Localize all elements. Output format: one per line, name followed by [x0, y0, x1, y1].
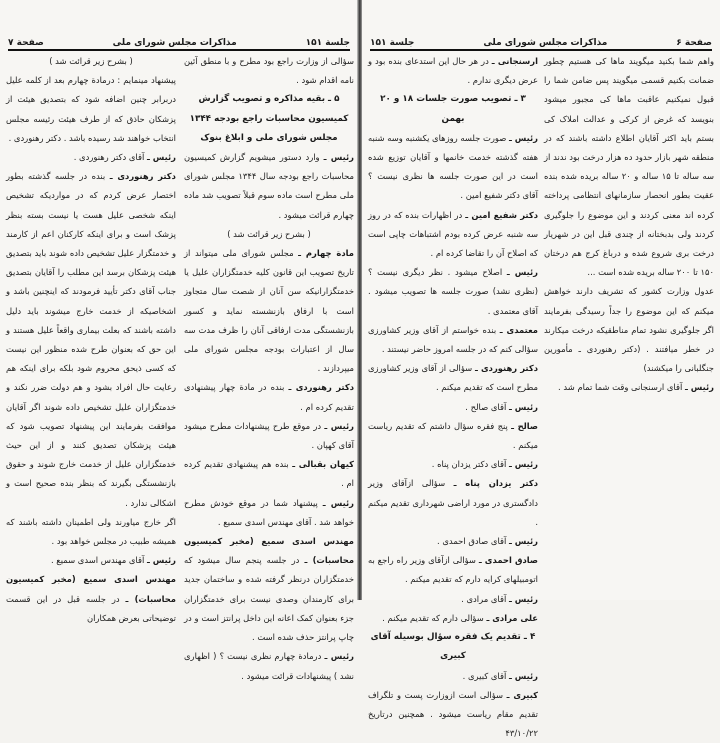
- speaker-name: ارسنجانی ـ: [491, 56, 538, 66]
- paragraph-text: بنده هم پیشنهادی تقدیم کرده ام .: [184, 459, 354, 489]
- paragraph: [368, 590, 538, 609]
- paragraph: [6, 513, 176, 551]
- paragraph: [368, 455, 538, 474]
- paragraph: [184, 494, 354, 532]
- speaker-name: علی مرادی ـ: [486, 612, 538, 623]
- paragraph-text: سؤالی ازآقای وزیر راه راجع به اتومبیلهای کرایه دارم که تقدیم میکنم .: [368, 555, 538, 585]
- paragraph-text: صورت جلسه روزهای یکشنبه وسه شنبه هفته گذشته خدمت خانمها و آقایان توزیع شده است در این صورت جلسه ها نظری نیست ؟ آقای دکتر شفیع امین .: [367, 132, 538, 201]
- paragraph-text: پیشنهاد مینمایم : درمادة چهارم بعد از کلمه علیل دربرابر چنین اضافه شود که بتصدیق هیئت از پزشکان حاذق که از طرف هیئت رئیسه مجلس انتخاب خواهند شد رسیده باشد . دکتر رهنوردی .: [6, 75, 176, 143]
- session-number: جلسة ۱۵۱: [305, 38, 350, 48]
- paragraph-text: اگر خارج میاورند ولی اطمینان داشته باشند که همیشه طبیب در مجلس خواهد بود .: [6, 516, 176, 547]
- paragraph-text: سؤالی ازآقای وزیر دادگستری در مورد اراضی شهرداری تقدیم میکنم .: [368, 478, 538, 527]
- paragraph: [368, 686, 538, 743]
- text-column: [544, 52, 714, 398]
- reading-note: [184, 225, 354, 244]
- section-heading: [368, 628, 538, 666]
- paragraph-text: سؤالی است ازوزارت پست و تلگراف تقدیم مقام ریاست میشود . همچنین درتاریخ ۴۳/۱۰/۲۲: [368, 689, 538, 739]
- paragraph-text: آقای دکتر رهنوردی .: [73, 152, 147, 163]
- paragraph-text: سؤالی از وزارت راجع بود مطرح و با منطق آئین نامه اقدام شود .: [184, 56, 354, 86]
- speaker-name: رئیس ـ: [323, 152, 354, 163]
- paragraph-text: وارد دستور میشویم گزارش کمیسیون محاسبات راجع بودجه سال ۱۳۴۴ مجلس شورای ملی مطرح است ماده سوم قبلاً تصویب شد ماده چهارم قرائت میشود .: [184, 152, 354, 220]
- speaker-name: رئیس ـ: [508, 459, 538, 470]
- paragraph-text: ( بشرح زیر قرائت شد ): [227, 228, 311, 239]
- paragraph: [368, 609, 538, 628]
- paragraph-text: سؤالی دارم که تقدیم میکنم .: [382, 612, 487, 623]
- speaker-name: رئیس ـ: [508, 132, 538, 143]
- paragraph: [184, 244, 354, 378]
- paragraph: [184, 417, 354, 455]
- paragraph: [6, 570, 176, 628]
- paragraph-text: آقای مهندس اسدی سمیع .: [50, 555, 147, 566]
- speaker-name: معتمدی ـ: [499, 324, 538, 335]
- paragraph-text: بنده در مادة چهار پیشنهادی تقدیم کرده ام .: [184, 382, 354, 412]
- speaker-name: کیهان بقبالی ـ: [292, 459, 354, 470]
- paragraph: [368, 359, 538, 397]
- speaker-name: مهندس اسدی سمیع (مخبر کمیسیون محاسبات) ـ: [184, 536, 355, 566]
- paragraph-text: درمادة چهارم نظری نیست ؟ ( اظهاری نشد ) پیشنهادات قرائت میشود .: [184, 651, 354, 681]
- paragraph-text: در جلسه قبل در این قسمت توضیحاتی بعرض همکاران: [6, 593, 176, 623]
- text-column: [6, 52, 176, 628]
- page-number: صفحة ۷: [8, 38, 44, 48]
- speaker-name: رئیس ـ: [684, 382, 714, 393]
- paragraph-text: آقای کبیری .: [462, 670, 509, 681]
- page-number: صفحة ۶: [676, 38, 712, 48]
- paragraph: [544, 52, 714, 282]
- speaker-name: رئیس ـ: [324, 420, 354, 431]
- paragraph-text: بنده در جلسه گذشته بطور اختصار عرض کردم که در مواردیکه تشخیص اینکه شخصی علیل هست یا نیست بسته بنظر پزشک است و برای اینکه کارکنان اعم از کارمند و خدمتگزار علیل تشخیص داده شوند باید بتصدیق هیئت پزشکان برسد این مطلب را آقایان بتصدیق جناب آقای دکتر تأیید فرمودند که اینچنین باشد و اشخاصیکه از خدمت خارج میشوند باید دلیل داشته باشند که بعلت بیماری واقعاً علیل هستند و این حق که بعنوان طرح شده منظور این نیست که کسی ذیحق محروم شود بلکه برای اینکه هم رعایت حال افراد بشود و هم دولت ضرر نکند و خدمتگزاران علیل تشخیص داده شوند اگر آقایان موافقت بفرمایند این پیشنهاد تصویب شود که هیئت پزشکان تصدیق کنند و از این حیث خدمتگزاران علیل از خدمت خارج شوند و حقوق بازنشستگی بگیرند که بنظر بنده صحیح است و اشکالی ندارد .: [6, 171, 176, 508]
- paragraph-text: بنده خواستم از آقای وزیر کشاورزی سؤالی کنم که در جلسه امروز حاضر نیستند .: [368, 324, 538, 355]
- text-column: [184, 52, 354, 686]
- speaker-name: رئیس ـ: [508, 670, 538, 681]
- speaker-name: رئیس ـ: [322, 497, 354, 508]
- paragraph-text: آقای مرادی .: [461, 593, 509, 604]
- paragraph-text: ۳ ـ تصویب صورت جلسات ۱۸ و ۲۰ بهمن: [380, 94, 526, 124]
- speaker-name: رئیس ـ: [506, 267, 538, 278]
- paragraph: [184, 52, 354, 90]
- speaker-name: دکتر رهنوردی ـ: [288, 382, 354, 393]
- section-heading: [368, 90, 538, 128]
- paragraph-text: در هر حال این استدعای بنده بود و عرض دیگری ندارم .: [368, 56, 538, 86]
- paragraph-text: آقای ارسنجانی وقت شما تمام شد .: [558, 382, 685, 393]
- paragraph: [6, 71, 176, 148]
- speaker-name: مهندس اسدی سمیع (مخبر کمیسیون محاسبات) ـ: [6, 574, 176, 604]
- paragraph-text: آقای دکتر یزدان پناه .: [431, 459, 509, 470]
- speaker-name: صالح ـ: [511, 420, 539, 431]
- paragraph: [368, 263, 538, 321]
- paragraph: [368, 417, 538, 455]
- paragraph: [6, 148, 176, 167]
- speaker-name: مادة چهارم ـ: [298, 248, 354, 259]
- paragraph: [368, 52, 538, 90]
- paragraph: [368, 532, 538, 551]
- paragraph-text: عدول وزارت کشور که تشریف دارند خواهش میکنم که این موضوع را جداً رسیدگی بفرمایند اگر جلوگیری نشود تمام مناطقیکه درخت میکارند در خطر میافتند . (دکتر رهنوردی ـ مأمورین جنگلبانی را میکشند): [544, 286, 714, 374]
- paragraph-text: در موقع طرح پیشنهادات مطرح میشود آقای کهپان .: [184, 420, 354, 451]
- paragraph: [368, 551, 538, 589]
- paragraph: [368, 474, 538, 532]
- speaker-name: دکتر شفیع امین ـ: [465, 209, 538, 220]
- paragraph-text: سؤالی از آقای وزیر کشاورزی مطرح است که تقدیم میکنم .: [368, 363, 538, 393]
- speaker-name: رئیس ـ: [508, 536, 538, 547]
- paragraph: [368, 321, 538, 359]
- paragraph: [184, 647, 354, 685]
- paragraph: [368, 398, 538, 417]
- paragraph: [184, 148, 354, 225]
- paragraph: [368, 667, 538, 686]
- paragraph-text: اصلاح میشود . نظر دیگری نیست ؟ (نظری نشد) صورت جلسه ها تصویب میشود . آقای معتمدی .: [368, 267, 538, 316]
- paragraph-text: ( بشرح زیر قرائت شد ): [49, 56, 133, 66]
- paragraph: [6, 167, 176, 513]
- speaker-name: رئیس ـ: [508, 593, 538, 604]
- session-number: جلسة ۱۵۱: [370, 38, 415, 48]
- paragraph: [184, 532, 354, 647]
- paragraph-text: آقای صادق احمدی .: [437, 536, 509, 547]
- paragraph: [368, 206, 538, 264]
- paragraph-text: آقای صالح .: [465, 401, 509, 412]
- paragraph: [544, 378, 714, 397]
- paragraph-text: ۵ ـ بقیه مذاکره و تصویب گزارش کمیسیون محاسبات راجع بودجه ۱۳۴۴ مجلس شورای ملی و ابلاغ بنوک: [189, 94, 349, 143]
- text-column: [368, 52, 538, 743]
- section-heading: [184, 90, 354, 148]
- paragraph-text: در اظهارات بنده که در روز سه شنبه عرض کرده بودم اشتباهات چاپی است که اصلاح آن را تقاضا کرده ام .: [368, 209, 538, 259]
- paragraph: [368, 129, 538, 206]
- paragraph: [544, 282, 714, 378]
- speaker-name: دکتر یزدان پناه ـ: [453, 478, 538, 489]
- paragraph-text: ۴ ـ تقدیم یک فقره سؤال بوسیله آقای کبیری: [370, 632, 536, 662]
- speaker-name: رئیس ـ: [146, 152, 176, 163]
- speaker-name: رئیس ـ: [146, 555, 176, 566]
- speaker-name: کبیری ـ: [506, 689, 539, 700]
- paragraph-text: واهم شما بکنید میگویند ماها کی هستیم چطور ضمانت بکنیم قسمی میگویند پس ضامن شما را قبول نمیکنیم عاقبت ماها کی مجبور میشود بنویسد که غرض از کرکی و عدالت املاک کی بستم باید اکثر آقایان اطلاع داشته باشند که در منطقه شهر بازار حدود ده هزار درخت بود ندند از سه ساله تا ۱۵ ساله و ۲۰ ساله بریده شده بنده عقیت بطور انحصار سازمانهای انتظامی پرداخته کرده اند معنی کردند و این موضوع را جلوگیری کردند ولی بدبختانه از چندی قبل این در شهریار درخت بری شروع شده و درباغ کرج هم درختان ۱۵۰ تا ۲۰۰ ساله بریده شده است ...: [544, 56, 714, 278]
- left-page: [0, 0, 358, 681]
- paragraph-text: در جلسه پنجم سال میشود که خدمتگزاران درنظر گرفته شده و ساختمان جدید برای کارمندان وصدی نیست برای خدمتگزاران جزء بعنوان کمک اعانه این داخل پرانتز است و در چاپ پرانتز حذف شده است .: [184, 555, 354, 643]
- speaker-name: دکتر رهنوردی ـ: [475, 363, 538, 374]
- speaker-name: رئیس ـ: [508, 401, 538, 412]
- paragraph: [184, 378, 354, 416]
- page-header: [370, 34, 712, 51]
- speaker-name: رئیس ـ: [324, 651, 354, 662]
- running-title: مذاکرات مجلس شورای ملی: [483, 38, 608, 48]
- speaker-name: صادق احمدی ـ: [478, 555, 538, 566]
- reading-note: [6, 52, 176, 71]
- right-page: [362, 0, 720, 739]
- paragraph: [184, 455, 354, 493]
- speaker-name: دکتر رهنوردی ـ: [109, 171, 176, 182]
- paragraph-text: مجلس شورای ملی میتواند از تاریخ تصویب این قانون کلیه خدمتگزاران علیل یا خدمتگزارانیکه سن آنان از شصت سال متجاوز است با ارفاق بازنشسته نماید و کسور بازنشستگی مدت ارفاقی آنان را ظرف مدت سه سال از اعتبارات بودجه مجلس شورای ملی میپردازند .: [184, 248, 354, 374]
- paragraph-text: پنج فقره سؤال داشتم که تقدیم ریاست میکنم .: [368, 420, 538, 451]
- page-header: [8, 34, 350, 51]
- paragraph-text: پیشنهاد شما در موقع خودش مطرح خواهد شد . آقای مهندس اسدی سمیع .: [184, 497, 354, 527]
- paragraph: [6, 551, 176, 570]
- running-title: مذاکرات مجلس شورای ملی: [112, 38, 237, 48]
